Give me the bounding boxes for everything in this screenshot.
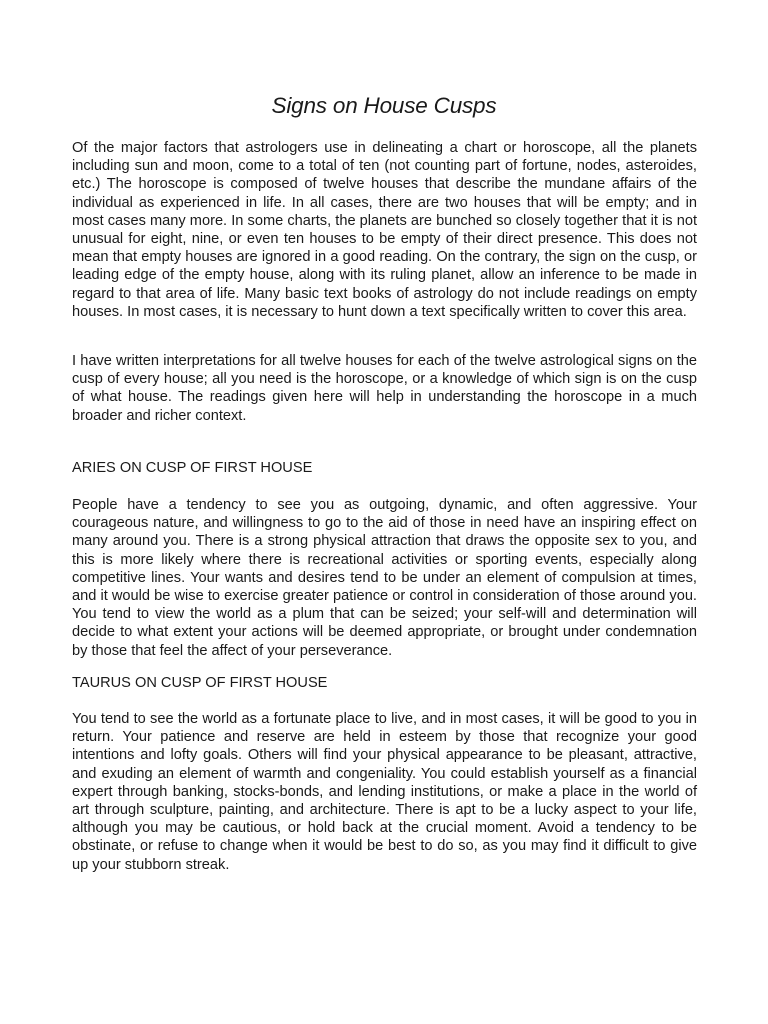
section-text-aries: People have a tendency to see you as outgoing, dynamic, and often aggressive. Your courageous nature, and willingness to go to the aid of those in need have an inspiring effect on many around you. There is a strong physical attraction that draws the opposite sex to you, and this is more likely where there is recreational activities or sporting events, especially along competitive lines. Your wants and desires tend to be under an element of compulsion at times, and it would be wise to exercise greater patience or control in consideration of those around you. You tend to view the world as a plum that can be seized; your self-will and determination will decide to what extent your actions will be deemed appropriate, or brought under condemnation by those that feel the affect of your perseverance.	[72, 497, 697, 659]
section-heading-taurus: TAURUS ON CUSP OF FIRST HOUSE	[72, 675, 328, 691]
intro-paragraph-2: I have written interpretations for all twelve houses for each of the twelve astrological signs on the cusp of every house; all you need is the horoscope, or a knowledge of which sign is on the cusp of what house. The readings given here will help in understanding the horoscope in a much broader and richer context.	[72, 353, 697, 424]
intro-paragraph-1: Of the major factors that astrologers use in delineating a chart or horoscope, all the planets including sun and moon, come to a total of ten (not counting part of fortune, nodes, asteroides, etc.) The horoscope is composed of twelve houses that describe the mundane affairs of the individual as experienced in life. In all cases, there are two houses that will be empty; and in most cases many more. In some charts, the planets are bunched so closely together that it is not unusual for eight, nine, or even ten houses to be empty of their direct presence. This does not mean that empty houses are ignored in a good reading. On the contrary, the sign on the cusp, or leading edge of the empty house, along with its ruling planet, allow an inference to be made in regard to that area of life. Many basic text books of astrology do not include readings on empty houses. In most cases, it is necessary to hunt down a text specifically written to cover this area.	[72, 140, 697, 320]
section-text-taurus: You tend to see the world as a fortunate place to live, and in most cases, it will be good to you in return. Your patience and reserve are held in esteem by those that recognize your good intentions and lofty goals. Others will find your physical appearance to be pleasant, attractive, and exuding an element of warmth and congeniality. You could establish yourself as a financial expert through banking, stocks-bonds, and lending institutions, or make a place in the world of art through sculpture, painting, and architecture. There is apt to be a lucky aspect to your life, although you may be cautious, or hold back at the crucial moment. Avoid a tendency to be obstinate, or refuse to change when it would be best to do so, as you may find it difficult to give up your stubborn streak.	[72, 711, 697, 873]
page-title: Signs on House Cusps	[271, 93, 497, 118]
section-heading-aries: ARIES ON CUSP OF FIRST HOUSE	[72, 460, 313, 476]
